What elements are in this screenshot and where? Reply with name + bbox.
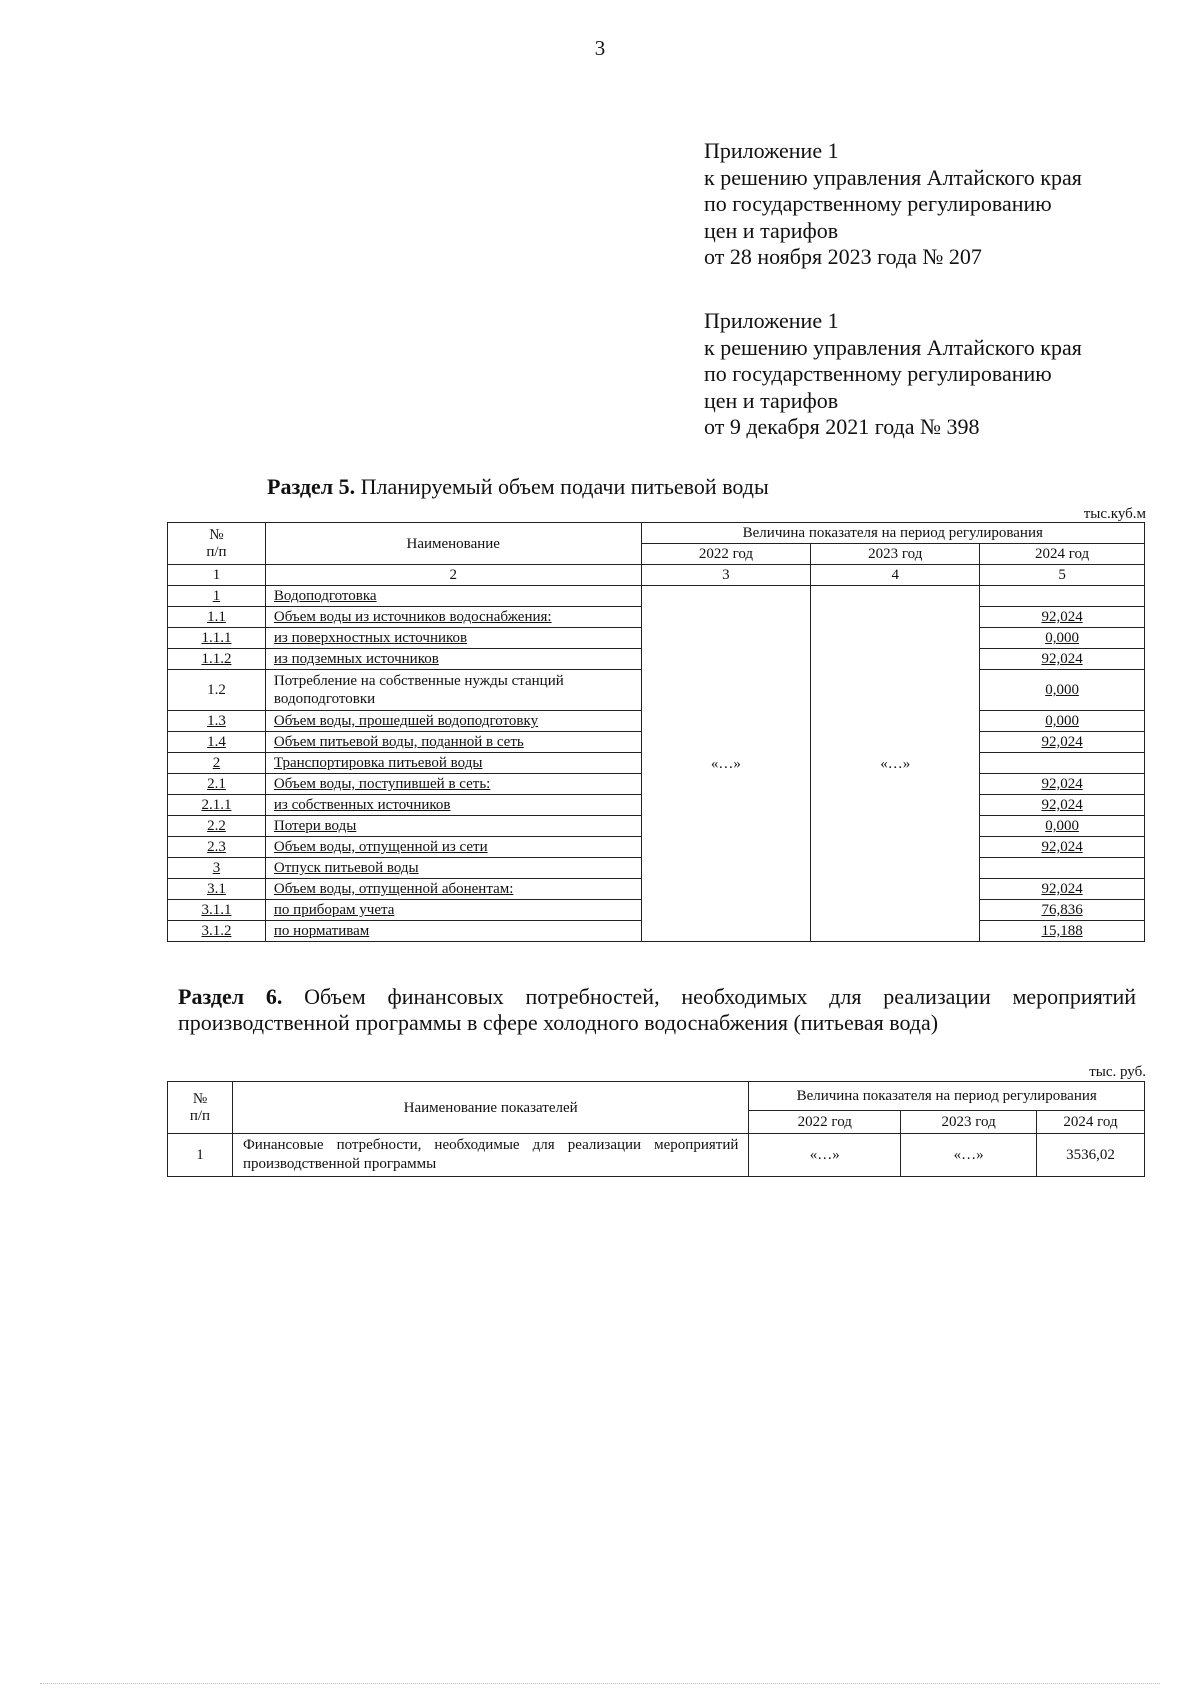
row-name: Объем воды, отпущенной из сети — [265, 837, 641, 858]
table-column-numbers-row — [168, 565, 1145, 586]
page-number: 3 — [594, 36, 606, 60]
row-num: 2.1.1 — [168, 795, 266, 816]
row-value-2024: 92,024 — [980, 795, 1145, 816]
header-period: Величина показателя на период регулирования — [641, 523, 1144, 544]
row-name: Объем воды, поступившей в сеть: — [265, 774, 641, 795]
appendix-current — [704, 138, 1082, 271]
row-name: Объем воды из источников водоснабжения: — [265, 607, 641, 628]
row-name: Водоподготовка — [265, 586, 641, 607]
row-value-2024: 92,024 — [980, 837, 1145, 858]
table-row — [168, 1134, 1145, 1177]
row-name: Объем воды, прошедшей водоподготовку — [265, 711, 641, 732]
row-value-2024: 92,024 — [980, 774, 1145, 795]
section6-table — [167, 1081, 1145, 1177]
row-value-2023: «…» — [901, 1134, 1037, 1177]
row-name: Отпуск питьевой воды — [265, 858, 641, 879]
row-num: 2.1 — [168, 774, 266, 795]
row-name: из поверхностных источников — [265, 628, 641, 649]
row-value-2024 — [980, 753, 1145, 774]
row-name: Объем питьевой воды, поданной в сеть — [265, 732, 641, 753]
row-name: из собственных источников — [265, 795, 641, 816]
row-num: 2.2 — [168, 816, 266, 837]
column-number: 5 — [980, 565, 1145, 586]
row-num: 1.1.1 — [168, 628, 266, 649]
row-num: 3.1.1 — [168, 900, 266, 921]
row-value-2024: 92,024 — [980, 607, 1145, 628]
section6-title-bold: Раздел 6. — [178, 984, 283, 1009]
section5-units: тыс.куб.м — [1083, 506, 1146, 522]
row-name: по приборам учета — [265, 900, 641, 921]
header-year: 2024 год — [1037, 1111, 1145, 1134]
row-value-2024: 3536,02 — [1037, 1134, 1145, 1177]
row-name: из подземных источников — [265, 649, 641, 670]
table-header-row — [168, 1082, 1145, 1111]
column-number: 4 — [811, 565, 980, 586]
section6-units: тыс. руб. — [1089, 1064, 1146, 1080]
header-year: 2024 год — [980, 544, 1145, 565]
row-name: Объем воды, отпущенной абонентам: — [265, 879, 641, 900]
appendix-line: Приложение 1 — [704, 308, 839, 333]
appendix-line: по государственному регулированию — [704, 191, 1052, 216]
header-year: 2023 год — [901, 1111, 1037, 1134]
header-num: № п/п — [168, 1082, 233, 1134]
row-name: Транспортировка питьевой воды — [265, 753, 641, 774]
row-value-2024: 92,024 — [980, 649, 1145, 670]
row-value-2024: 0,000 — [980, 628, 1145, 649]
section5-title-bold: Раздел 5. — [267, 474, 356, 499]
header-year: 2022 год — [749, 1111, 901, 1134]
row-value-2024: 76,836 — [980, 900, 1145, 921]
section6-title — [178, 984, 1136, 1036]
section5-title — [267, 474, 769, 500]
row-value-2024 — [980, 586, 1145, 607]
row-value-2024: 92,024 — [980, 732, 1145, 753]
appendix-line: к решению управления Алтайского края — [704, 334, 1082, 360]
header-period: Величина показателя на период регулирования — [749, 1082, 1145, 1111]
header-year: 2023 год — [811, 544, 980, 565]
row-num: 3.1.2 — [168, 921, 266, 942]
column-number: 3 — [641, 565, 811, 586]
appendix-line: Приложение 1 — [704, 138, 839, 163]
row-num: 1.2 — [168, 670, 266, 711]
appendix-line: от 28 ноября 2023 года № 207 — [704, 244, 982, 269]
row-value-2024: 0,000 — [980, 816, 1145, 837]
appendix-line: цен и тарифов — [704, 387, 839, 413]
header-num: № п/п — [168, 523, 266, 565]
row-name: Потребление на собственные нужды станций водоподготовки — [265, 670, 641, 711]
section5-title-rest: Планируемый объем подачи питьевой воды — [355, 474, 769, 499]
appendix-line: к решению управления Алтайского края — [704, 164, 1082, 190]
header-name: Наименование показателей — [232, 1082, 748, 1134]
row-value-2024: 92,024 — [980, 879, 1145, 900]
row-num: 3 — [168, 858, 266, 879]
table-header-row — [168, 523, 1145, 544]
row-name: Потери воды — [265, 816, 641, 837]
row-num: 3.1 — [168, 879, 266, 900]
appendix-line: от 9 декабря 2021 года № 398 — [704, 414, 980, 439]
row-value-2023-placeholder: «…» — [811, 586, 980, 942]
row-num: 2.3 — [168, 837, 266, 858]
row-value-2024 — [980, 858, 1145, 879]
column-number: 1 — [168, 565, 266, 586]
row-num: 2 — [168, 753, 266, 774]
row-num: 1.4 — [168, 732, 266, 753]
row-name: по нормативам — [265, 921, 641, 942]
appendix-previous — [704, 308, 1082, 441]
appendix-line: по государственному регулированию — [704, 361, 1052, 386]
row-value-2024: 0,000 — [980, 670, 1145, 711]
appendix-line: цен и тарифов — [704, 217, 839, 243]
row-value-2024: 15,188 — [980, 921, 1145, 942]
scan-edge-divider — [40, 1683, 1160, 1684]
row-num: 1 — [168, 1134, 233, 1177]
header-year: 2022 год — [641, 544, 811, 565]
row-num: 1 — [168, 586, 266, 607]
header-name: Наименование — [265, 523, 641, 565]
row-value-2022: «…» — [749, 1134, 901, 1177]
row-num: 1.1.2 — [168, 649, 266, 670]
row-value-2024: 0,000 — [980, 711, 1145, 732]
table-row — [168, 586, 1145, 607]
section5-table — [167, 522, 1145, 942]
column-number: 2 — [265, 565, 641, 586]
section6-title-rest: Объем финансовых потребностей, необходимых для реализации мероприятий производственной программы в сфере холодного водоснабжения (питьевая вода) — [178, 984, 1136, 1035]
row-value-2022-placeholder: «…» — [641, 586, 811, 942]
row-name: Финансовые потребности, необходимые для реализации мероприятий производственной программы — [232, 1134, 748, 1177]
row-num: 1.3 — [168, 711, 266, 732]
row-num: 1.1 — [168, 607, 266, 628]
